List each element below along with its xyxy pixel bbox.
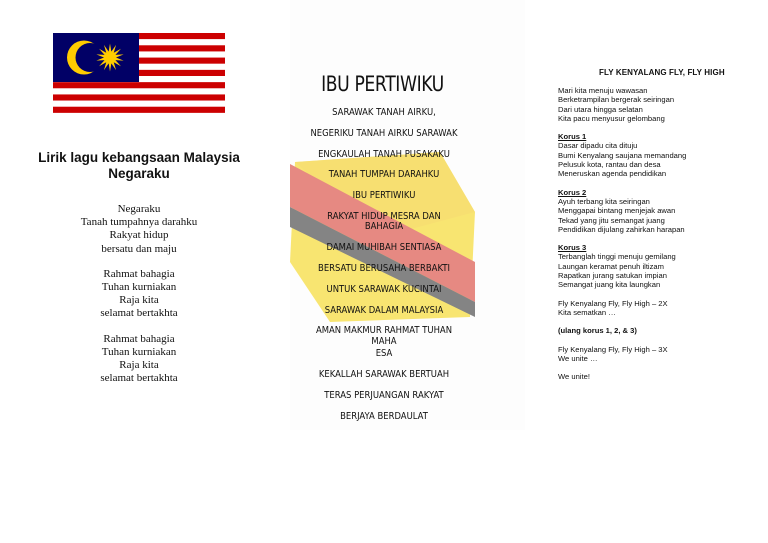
lyric-line: Raja kita: [119, 359, 159, 372]
chorus-heading: Korus 1: [558, 132, 587, 142]
lyric-line: Dari utara hingga selatan: [558, 104, 643, 114]
song-title: FLY KENYALANG FLY, FLY HIGH: [599, 68, 725, 77]
state-anthem-lyrics: [300, 108, 468, 433]
chorus-heading: Korus 3: [558, 243, 587, 253]
lyric-line: Berketrampilan bergerak seiringan: [558, 95, 675, 105]
lyric-line: Tuhan kurniakan: [101, 281, 177, 294]
closing-line: We unite!: [558, 372, 590, 382]
lyric-line: Menggapai bintang menjejak awan: [558, 206, 676, 216]
lyric-line: bersatu dan maju: [101, 242, 177, 255]
lyric-line: BERSATU BERUSAHA BERBAKTI: [318, 263, 450, 275]
refrain-2x: [558, 299, 763, 318]
lyric-line: Rakyat hidup: [109, 229, 169, 242]
lyric-line: Negaraku: [117, 203, 161, 215]
lyric-line: Mari kita menuju wawasan: [558, 86, 648, 95]
lyric-line: Dasar dipadu cita dituju: [558, 141, 638, 151]
anthem-stanza: [14, 268, 264, 321]
song-lyrics: [558, 86, 763, 390]
lyric-line: Meneruskan agenda pendidikan: [558, 169, 667, 179]
lyric-line: BERJAYA BERDAULAT: [340, 410, 428, 422]
lyric-line: IBU PERTIWIKU: [352, 190, 416, 202]
repeat-instruction: [558, 326, 763, 335]
lyric-line: SARAWAK TANAH AIRKU,: [332, 107, 436, 118]
lyric-line: Pelusuk kota, rantau dan desa: [558, 160, 661, 170]
lyric-line: AMAN MAKMUR RAHMAT TUHAN MAHA: [315, 325, 453, 347]
lyric-line: Kita sematkan …: [558, 307, 616, 317]
lyric-line: Semangat juang kita laungkan: [558, 280, 661, 290]
lyric-line: Terbanglah tinggi menuju gemilang: [558, 252, 676, 262]
anthem-lyrics: [14, 203, 264, 397]
anthem-heading-line1: Lirik lagu kebangsaan Malaysia: [38, 150, 240, 165]
lyric-line: ESA: [375, 348, 393, 360]
lyric-line: Ayuh terbang kita seiringan: [558, 196, 650, 206]
lyric-line: Rahmat bahagia: [103, 267, 175, 280]
chorus-heading: Korus 2: [558, 187, 587, 197]
lyric-line: Fly Kenyalang Fly, Fly High – 2X: [558, 298, 668, 308]
lyric-line: Rapatkan jurang satukan impian: [558, 271, 667, 281]
lyric-line: ENGKAULAH TANAH PUSAKAKU: [318, 148, 450, 160]
lyric-line: Laungan keramat penuh iltizam: [558, 261, 664, 271]
lyric-line: NEGERIKU TANAH AIRKU SARAWAK: [310, 127, 458, 139]
chorus-3: [558, 243, 763, 289]
lyric-line: Kita pacu menyusur gelombang: [558, 113, 665, 123]
chorus-2: [558, 188, 763, 234]
lyric-line: TANAH TUMPAH DARAHKU: [328, 169, 440, 181]
lyric-line: Tekad yang jitu semangat juang: [558, 215, 665, 225]
anthem-stanza: [14, 333, 264, 386]
lyric-line: Fly Kenyalang Fly, Fly High – 3X: [558, 344, 668, 354]
lyric-line: selamat bertakhta: [100, 307, 178, 320]
lyric-line: UNTUK SARAWAK KUCINTAI: [326, 283, 442, 295]
lyric-line: SARAWAK DALAM MALAYSIA: [324, 304, 444, 316]
lyric-line: We unite …: [558, 353, 598, 363]
lyric-line: Bumi Kenyalang saujana memandang: [558, 150, 687, 160]
malaysia-flag-icon: [53, 33, 225, 119]
closing: [558, 372, 763, 381]
middle-column: [290, 0, 525, 430]
repeat-note: (ulang korus 1, 2, & 3): [558, 326, 637, 336]
verse: [558, 86, 763, 123]
lyric-line: Pendidikan dijulang zahirkan harapan: [558, 224, 685, 234]
lyric-line: DAMAI MUHIBAH SENTIASA: [326, 242, 442, 254]
anthem-heading: [14, 150, 264, 182]
lyric-line: TERAS PERJUANGAN RAKYAT: [324, 390, 444, 402]
lyric-line: Tuhan kurniakan: [101, 345, 177, 358]
refrain-3x: [558, 345, 763, 364]
chorus-1: [558, 132, 763, 178]
lyric-line: Tanah tumpahnya darahku: [80, 216, 198, 229]
anthem-heading-line2: Negaraku: [108, 166, 170, 181]
anthem-stanza: [14, 203, 264, 256]
lyric-line: selamat bertakhta: [100, 372, 178, 385]
lyric-line: RAKYAT HIDUP MESRA DAN BAHAGIA: [327, 210, 441, 233]
lyric-line: KEKALLAH SARAWAK BERTUAH: [318, 369, 450, 381]
lyric-line: Raja kita: [119, 294, 159, 307]
state-anthem-title: IBU PERTIWIKU: [321, 72, 444, 96]
lyric-line: Rahmat bahagia: [103, 332, 175, 345]
